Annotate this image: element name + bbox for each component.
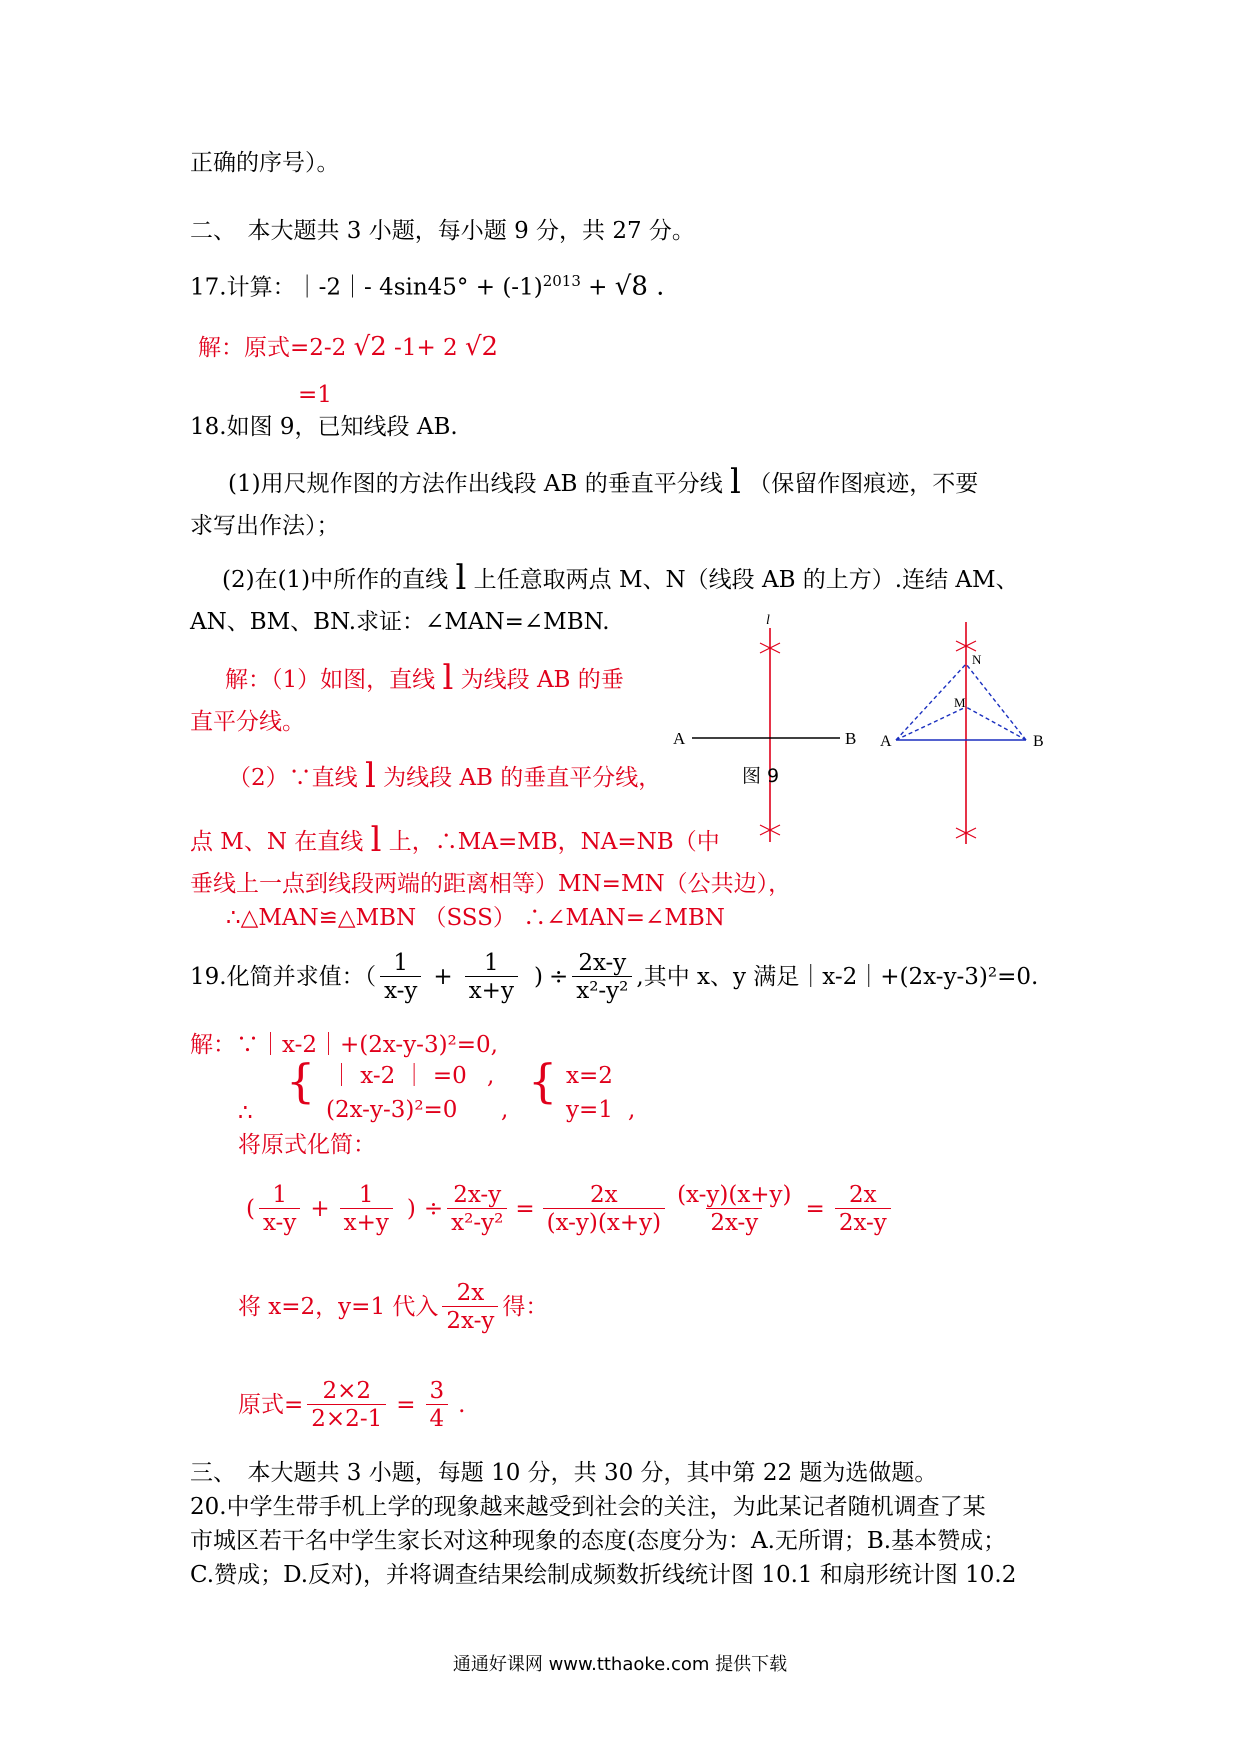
numerator: 2x-y <box>578 949 627 976</box>
q18-part1-text: (1)用尺规作图的方法作出线段 AB 的垂直平分线 <box>228 471 731 497</box>
line-l-symbol: l <box>730 462 741 502</box>
a19-result <box>238 1374 465 1436</box>
a18-text-b: 为线段 AB 的垂 <box>453 667 624 693</box>
answer-18-part3 <box>190 820 720 860</box>
figure-caption: 图 9 <box>742 765 780 787</box>
a19-y-value: y=1 <box>566 1097 613 1123</box>
denominator: x+y <box>340 1208 393 1237</box>
q18-part1-cont: 求写出作法）； <box>190 513 340 539</box>
question-20-cont: C.赞成；D.反对)，并将调查结果绘制成频数折线统计图 10.1 和扇形统计图 10.2 <box>190 1562 1017 1588</box>
segment-bn <box>966 664 1026 740</box>
question-19 <box>190 950 1038 1004</box>
fraction <box>307 1378 386 1433</box>
answer-18-part5: ∴△MAN≌△MBN （SSS） ∴∠MAN=∠MBN <box>226 905 725 931</box>
q18-part2 <box>222 558 1019 598</box>
divide-sign: ÷ <box>423 1196 444 1222</box>
q17-exponent: 2013 <box>542 272 581 290</box>
left-brace: { <box>528 1054 558 1108</box>
answer-18-part2 <box>228 756 662 796</box>
fraction <box>673 1182 795 1237</box>
q18-part2-cont: AN、BM、BN.求证：∠MAN=∠MBN. <box>190 609 610 635</box>
fraction <box>447 1182 507 1237</box>
a17-sqrt2-a: √2 <box>353 332 387 362</box>
line-l-symbol: l <box>370 820 382 860</box>
fraction <box>259 1182 300 1237</box>
q17-plus: + <box>580 274 615 301</box>
line-l-symbol: l <box>364 756 376 796</box>
numerator: 2x-y <box>453 1181 502 1208</box>
a17-text: 解：原式=2-2 <box>198 335 354 361</box>
section-heading: 二、 本大题共 3 小题，每小题 9 分，共 27 分。 <box>190 218 695 244</box>
text-line: 正确的序号）。 <box>190 150 340 176</box>
segment-am <box>896 707 966 740</box>
numerator: 2×2 <box>322 1377 372 1404</box>
a18-2-text-b: 为线段 AB 的垂直平分线， <box>375 765 662 791</box>
a17-sqrt2-b: √2 <box>464 332 499 362</box>
denominator: x+y <box>465 976 518 1005</box>
a19-eq1: ｜ x-2 ｜ =0 <box>330 1063 467 1089</box>
figure-9-triangles <box>868 612 1068 852</box>
line-l-symbol: l <box>455 558 467 598</box>
left-brace: { <box>286 1054 316 1108</box>
segment-bm <box>966 707 1026 740</box>
question-18: 18.如图 9，已知线段 AB. <box>190 414 458 440</box>
paren: ) <box>406 1196 416 1222</box>
numerator: 2x <box>848 1181 877 1208</box>
fraction <box>380 950 421 1005</box>
paren: ( <box>246 1196 255 1222</box>
denominator: 2x-y <box>442 1306 498 1335</box>
page-footer: 通通好课网 www.tthaoke.com 提供下载 <box>452 1654 788 1675</box>
equals-sign: = <box>805 1196 825 1222</box>
divide-sign: ÷ <box>548 964 569 990</box>
label-b: B <box>845 729 857 748</box>
q18-part1 <box>228 462 979 502</box>
a18-2-text: （2）∵直线 <box>228 765 365 791</box>
question-20: 20.中学生带手机上学的现象越来越受到社会的关注，为此某记者随机调查了某 <box>190 1494 986 1520</box>
comma: , <box>487 1063 495 1089</box>
fraction <box>465 950 518 1005</box>
label-m: M <box>954 695 966 710</box>
numerator: (x-y)(x+y) <box>677 1181 792 1208</box>
a18-3-text: 点 M、N 在直线 <box>190 829 371 855</box>
label-b: B <box>1033 733 1044 750</box>
a17-text-b: -1+ 2 <box>386 335 465 361</box>
section-heading: 三、 本大题共 3 小题，每题 10 分，共 30 分，其中第 22 题为选做题。 <box>190 1460 938 1486</box>
numerator: 2x <box>456 1279 485 1306</box>
question-20-cont: 市城区若干名中学生家长对这种现象的态度(态度分为：A.无所谓；B.基本赞成； <box>190 1528 1007 1554</box>
denominator: (x-y)(x+y) <box>543 1208 665 1237</box>
denominator: x²-y² <box>572 976 632 1005</box>
comma: , <box>628 1097 636 1123</box>
q19-condition: ,其中 x、y 满足｜x-2｜+(2x-y-3)²=0. <box>636 964 1039 990</box>
a19-x-value: x=2 <box>566 1063 613 1089</box>
q18-part1-text-b: （保留作图痕迹，不要 <box>740 471 979 497</box>
fraction <box>543 1182 665 1237</box>
numerator: 1 <box>272 1181 287 1208</box>
denominator: 2x-y <box>706 1208 762 1237</box>
numerator: 1 <box>358 1181 374 1208</box>
comma: , <box>501 1097 509 1123</box>
numerator: 3 <box>429 1377 445 1404</box>
therefore-sign: ∴ <box>238 1100 253 1126</box>
numerator: 1 <box>393 949 409 976</box>
denominator: 2x-y <box>835 1208 891 1237</box>
fraction <box>442 1280 498 1335</box>
fraction <box>572 950 632 1005</box>
question-17 <box>190 266 664 303</box>
a19-eq2: (2x-y-3)²=0 <box>326 1097 458 1123</box>
a19-substitute <box>238 1276 548 1338</box>
answer-17 <box>198 332 498 363</box>
label-n: N <box>972 652 982 667</box>
a18-text: 解：（1）如图，直线 <box>225 667 443 693</box>
denominator: x²-y² <box>447 1208 507 1237</box>
denominator: x-y <box>259 1208 300 1237</box>
numerator: 2x <box>590 1181 618 1208</box>
equals-sign: = <box>396 1392 416 1418</box>
label-a: A <box>880 733 892 750</box>
fraction <box>426 1378 449 1433</box>
q18-part2-text: (2)在(1)中所作的直线 <box>222 567 456 593</box>
q19-paren: ) <box>533 964 543 990</box>
a19-substitute-text: 将 x=2，y=1 代入 <box>238 1294 439 1320</box>
q17-text: 17.计算：｜-2｜- 4sin45° + (-1) <box>190 274 543 301</box>
label-l: l <box>766 613 770 628</box>
denominator: 2×2-1 <box>307 1404 386 1433</box>
equals-sign: = <box>515 1196 535 1222</box>
a19-result-label: 原式= <box>238 1392 304 1418</box>
answer-18-part1 <box>225 658 624 698</box>
numerator: 1 <box>484 949 499 976</box>
q17-sqrt8: √8 . <box>614 271 665 302</box>
q18-part2-text-b: 上任意取两点 M、N（线段 AB 的上方）.连结 AM、 <box>466 567 1019 593</box>
denominator: 4 <box>426 1404 449 1433</box>
fraction <box>835 1182 891 1237</box>
line-l-symbol: l <box>442 658 454 698</box>
answer-18-part4: 垂线上一点到线段两端的距离相等）MN=MN（公共边）， <box>190 871 792 897</box>
figure-9-bisector <box>660 610 860 850</box>
a19-simplify-label: 将原式化简： <box>238 1132 376 1158</box>
q19-text: 19.化简并求值：（ <box>190 964 377 990</box>
a19-substitute-text-b: 得： <box>502 1294 549 1320</box>
a19-simplification <box>246 1178 895 1240</box>
a18-3-text-b: 上，∴MA=MB，NA=NB（中 <box>381 829 720 855</box>
plus-sign: + <box>433 964 453 990</box>
label-a: A <box>673 729 686 748</box>
fraction <box>340 1182 393 1237</box>
answer-19-line1: 解：∵｜x-2｜+(2x-y-3)²=0, <box>190 1032 498 1058</box>
plus-sign: + <box>310 1196 330 1222</box>
answer-18-part1-cont: 直平分线。 <box>190 709 305 735</box>
answer-17-result: =1 <box>298 382 332 408</box>
period: . <box>458 1392 466 1418</box>
denominator: x-y <box>380 976 421 1005</box>
